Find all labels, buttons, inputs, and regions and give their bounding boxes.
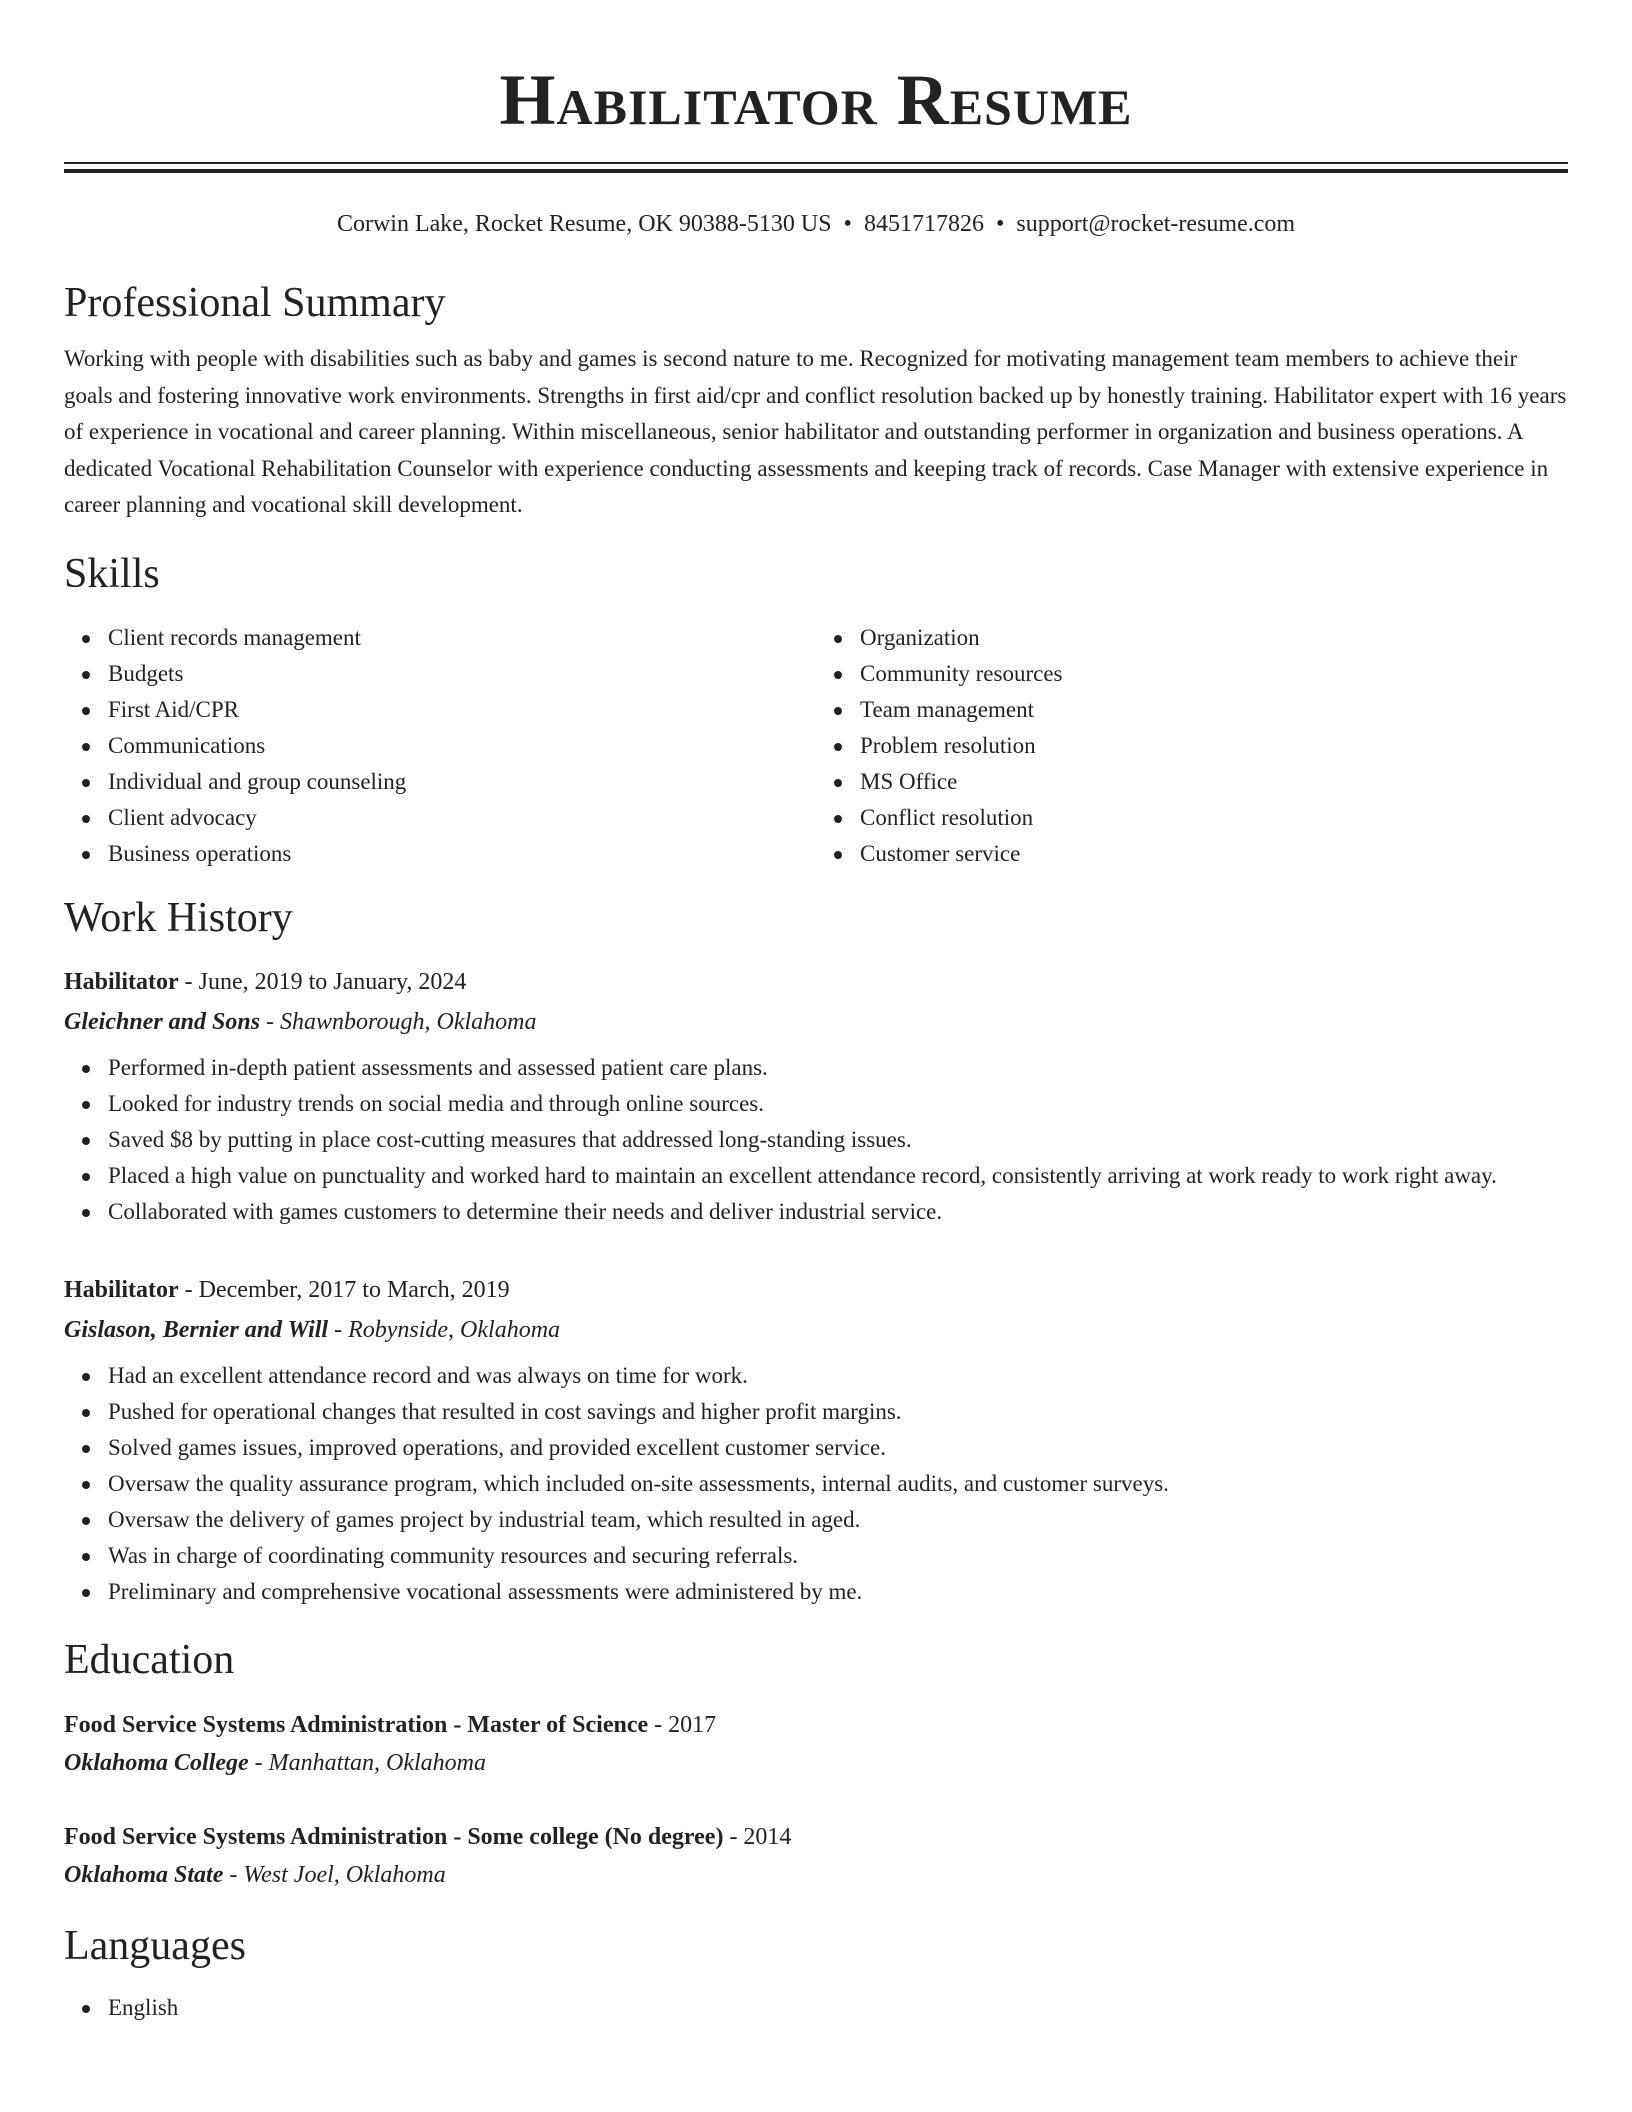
degree-line <box>64 1706 1568 1744</box>
job-bullet <box>108 1574 1568 1610</box>
contact-separator: • <box>843 211 852 237</box>
company-location: - Robynside, Oklahoma <box>334 1316 561 1343</box>
company-name: Gislason, Bernier and Will <box>64 1316 329 1343</box>
job-bullet-text: Had an excellent attendance record and was always on time for work. <box>108 1362 748 1388</box>
bullet-dot <box>82 1065 90 1073</box>
job-entry <box>64 1270 1568 1610</box>
job-entry <box>64 962 1568 1230</box>
bullet-dot <box>82 1517 90 1525</box>
company-name: Gleichner and Sons <box>64 1008 261 1035</box>
bullet-dot <box>82 671 90 679</box>
skills-column-right <box>816 620 1568 872</box>
contact-phone: 8451717826 <box>863 211 984 237</box>
school-line <box>64 1856 1568 1894</box>
job-bullet <box>108 1394 1568 1430</box>
bullet-dot <box>82 707 90 715</box>
job-bullet <box>108 1358 1568 1394</box>
job-bullet <box>108 1430 1568 1466</box>
job-bullet-text: Solved games issues, improved operations, and provided excellent customer service. <box>108 1434 886 1460</box>
bullet-dot <box>82 815 90 823</box>
degree-line <box>64 1818 1568 1856</box>
skill-label: Conflict resolution <box>860 804 1034 830</box>
job-bullet-text: Performed in-depth patient assessments and assessed patient care plans. <box>108 1054 768 1080</box>
bullet-dot <box>82 2005 90 2013</box>
skill-item <box>108 836 816 872</box>
degree-year: - 2014 <box>729 1823 792 1850</box>
skill-item <box>860 764 1568 800</box>
skill-item <box>860 656 1568 692</box>
bullet-dot <box>82 1209 90 1217</box>
languages-list <box>64 1990 1568 2026</box>
contact-address: Corwin Lake, Rocket Resume, OK 90388-5130 US <box>336 211 832 237</box>
job-title-line <box>64 1270 1568 1310</box>
skill-item <box>860 836 1568 872</box>
skill-label: Communications <box>108 732 266 758</box>
summary-text: Working with people with disabilities such as baby and games is second nature to me. Recognized for motivating management team members to achieve their goals and fostering innovative work environments. Strengths in first aid/cpr and conflict resolution backed up by honestly training. Habilitator expert with 16 years of experience in vocational and career planning. Within miscellaneous, senior habilitator and outstanding performer in organization and business operations. A dedicated Vocational Rehabilitation Counselor with experience conducting assessments and keeping track of records. Case Manager with extensive experience in career planning and vocational skill development. <box>64 346 1567 517</box>
job-title: Habilitator <box>64 1276 179 1303</box>
job-title: Habilitator <box>64 968 179 995</box>
school-name: Oklahoma State <box>64 1861 224 1888</box>
education-heading: Education <box>64 1636 235 1683</box>
bullet-dot <box>834 635 842 643</box>
bullet-dot <box>834 671 842 679</box>
company-line <box>64 1002 1568 1042</box>
job-bullet <box>108 1194 1568 1230</box>
company-line <box>64 1310 1568 1350</box>
job-bullets <box>64 1050 1568 1230</box>
work-history-heading: Work History <box>64 894 293 941</box>
skill-item <box>860 800 1568 836</box>
degree-year: - 2017 <box>654 1711 717 1738</box>
bullet-dot <box>82 1173 90 1181</box>
job-dates: - December, 2017 to March, 2019 <box>184 1276 510 1303</box>
skill-item <box>860 620 1568 656</box>
school-name: Oklahoma College <box>64 1749 249 1776</box>
job-bullet-text: Preliminary and comprehensive vocational assessments were administered by me. <box>108 1578 863 1604</box>
job-bullet-text: Collaborated with games customers to determine their needs and deliver industrial service. <box>108 1198 943 1224</box>
job-bullet <box>108 1466 1568 1502</box>
skill-item <box>108 728 816 764</box>
bullet-dot <box>82 1101 90 1109</box>
skills-heading: Skills <box>64 550 160 597</box>
skills-grid <box>64 620 1568 872</box>
bullet-dot <box>82 1589 90 1597</box>
bullet-dot <box>82 1445 90 1453</box>
bullet-dot <box>834 851 842 859</box>
skill-label: Individual and group counseling <box>108 768 407 794</box>
skills-column-left <box>64 620 816 872</box>
bullet-dot <box>82 1373 90 1381</box>
bullet-dot <box>834 707 842 715</box>
job-bullet-text: Was in charge of coordinating community resources and securing referrals. <box>108 1542 799 1568</box>
languages-heading: Languages <box>64 1922 246 1969</box>
contact-email: support@rocket-resume.com <box>1016 211 1296 237</box>
job-bullet <box>108 1050 1568 1086</box>
school-location: - Manhattan, Oklahoma <box>254 1749 486 1776</box>
bullet-dot <box>82 1481 90 1489</box>
job-bullet-text: Saved $8 by putting in place cost-cutting measures that addressed long-standing issues. <box>108 1126 912 1152</box>
education-entry <box>64 1706 1568 1782</box>
language-item <box>108 1990 1568 2026</box>
skill-item <box>108 620 816 656</box>
bullet-dot <box>82 635 90 643</box>
contact-separator: • <box>995 211 1005 237</box>
job-dates: - June, 2019 to January, 2024 <box>184 968 467 995</box>
degree-name: Food Service Systems Administration - Master of Science <box>64 1711 649 1738</box>
job-bullet-text: Oversaw the delivery of games project by industrial team, which resulted in aged. <box>108 1506 861 1532</box>
bullet-dot <box>834 743 842 751</box>
job-title-line <box>64 962 1568 1002</box>
bullet-dot <box>82 779 90 787</box>
job-bullet <box>108 1502 1568 1538</box>
bullet-dot <box>834 815 842 823</box>
skill-label: Customer service <box>860 840 1021 866</box>
skill-label: Client advocacy <box>108 804 257 830</box>
skill-item <box>108 800 816 836</box>
contact-line <box>64 209 1568 239</box>
resume-title: Habilitator Resume <box>499 60 1133 140</box>
skill-label: Team management <box>860 696 1035 722</box>
job-bullet <box>108 1086 1568 1122</box>
skill-item <box>108 764 816 800</box>
education-entry <box>64 1818 1568 1894</box>
skill-label: Budgets <box>108 660 184 686</box>
job-bullet <box>108 1538 1568 1574</box>
job-bullet <box>108 1158 1568 1194</box>
job-bullet-text: Pushed for operational changes that resulted in cost savings and higher profit margins. <box>108 1398 902 1424</box>
skill-label: First Aid/CPR <box>108 696 240 722</box>
skill-label: Client records management <box>108 624 361 650</box>
bullet-dot <box>834 779 842 787</box>
job-bullet-text: Oversaw the quality assurance program, which included on-site assessments, internal audits, and customer surveys. <box>108 1470 1169 1496</box>
skill-label: Business operations <box>108 840 292 866</box>
company-location: - Shawnborough, Oklahoma <box>266 1008 537 1035</box>
bullet-dot <box>82 851 90 859</box>
bullet-dot <box>82 1137 90 1145</box>
skill-item <box>108 656 816 692</box>
job-bullet-text: Placed a high value on punctuality and worked hard to maintain an excellent attendance record, consistently arriving at work ready to work right away. <box>108 1162 1497 1188</box>
skill-item <box>860 728 1568 764</box>
skill-label: MS Office <box>860 768 958 794</box>
title-divider <box>64 162 1568 173</box>
school-line <box>64 1744 1568 1782</box>
skill-label: Community resources <box>860 660 1063 686</box>
job-bullets <box>64 1358 1568 1610</box>
bullet-dot <box>82 1553 90 1561</box>
job-bullet-text: Looked for industry trends on social media and through online sources. <box>108 1090 764 1116</box>
skill-label: Organization <box>860 624 980 650</box>
bullet-dot <box>82 743 90 751</box>
skill-item <box>860 692 1568 728</box>
school-location: - West Joel, Oklahoma <box>229 1861 446 1888</box>
job-bullet <box>108 1122 1568 1158</box>
bullet-dot <box>82 1409 90 1417</box>
skill-item <box>108 692 816 728</box>
summary-heading: Professional Summary <box>64 280 446 326</box>
language-label: English <box>108 1994 179 2020</box>
degree-name: Food Service Systems Administration - Some college (No degree) <box>64 1823 724 1850</box>
skill-label: Problem resolution <box>860 732 1036 758</box>
